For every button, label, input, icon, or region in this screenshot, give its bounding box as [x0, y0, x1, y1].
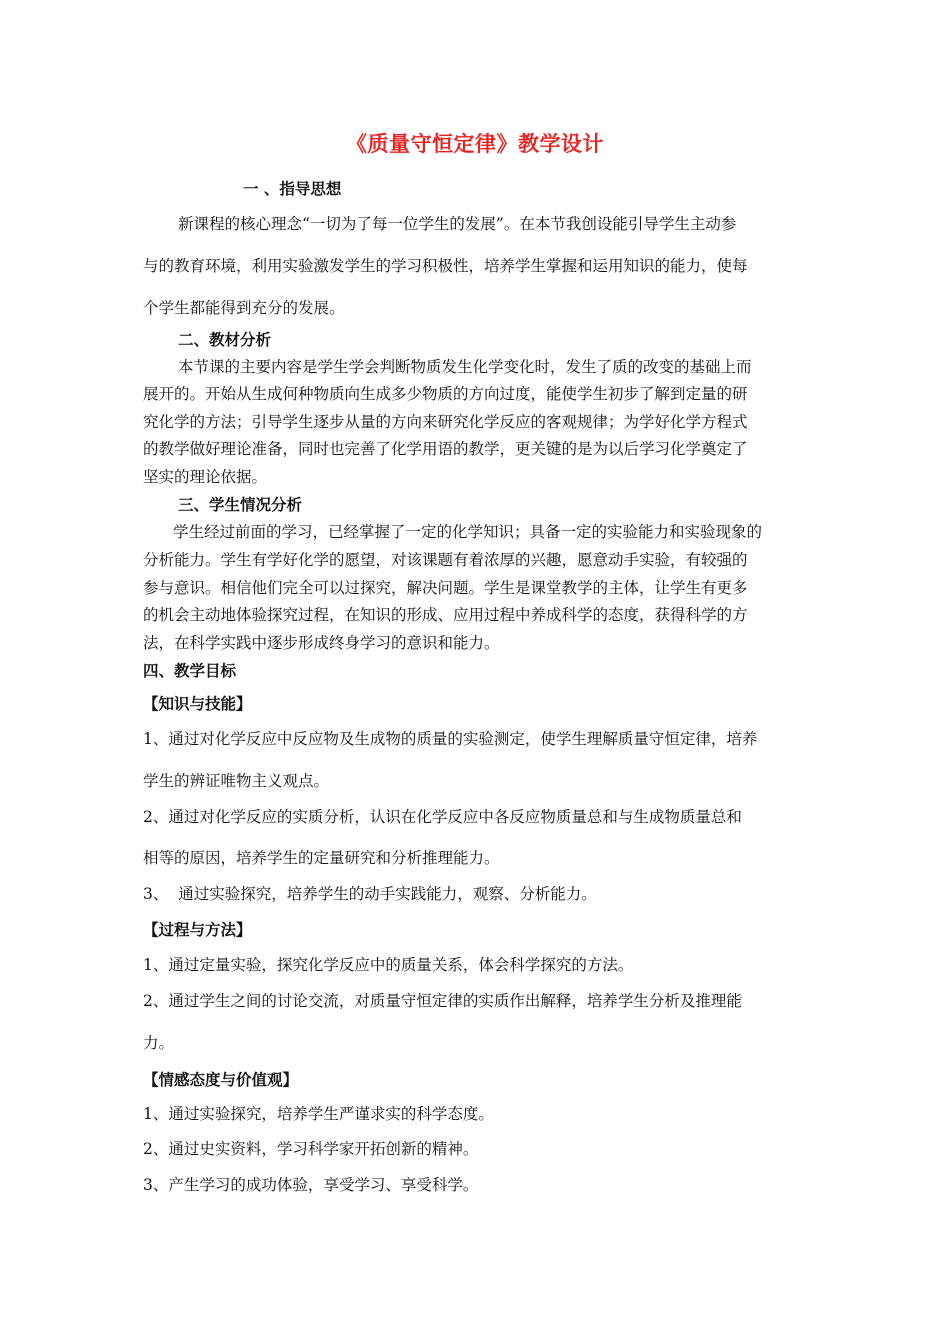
section3-line: 参与意识。相信他们完全可以过探究，解决问题。学生是课堂教学的主体，让学生有更多 — [143, 579, 748, 597]
knowledge-line: 相等的原因，培养学生的定量研究和分析推理能力。 — [143, 849, 500, 867]
emotion-line: 2、通过史实资料，学习科学家开拓创新的精神。 — [143, 1140, 479, 1158]
knowledge-line: 1、通过对化学反应中反应物及生成物的质量的实验测定，使学生理解质量守恒定律，培养 — [143, 730, 758, 748]
section1-line: 新课程的核心理念“一切为了每一位学生的发展”。在本节我创设能引导学生主动参 — [178, 215, 737, 233]
emotion-line: 1、通过实验探究，培养学生严谨求实的科学态度。 — [143, 1105, 494, 1123]
section1-line: 个学生都能得到充分的发展。 — [143, 299, 345, 317]
section2-line: 究化学的方法；引导学生逐步从量的方向来研究化学反应的客观规律；为学好化学方程式 — [143, 413, 748, 431]
knowledge-heading: 【知识与技能】 — [143, 695, 252, 713]
section3-line: 分析能力。学生有学好化学的愿望，对该课题有着浓厚的兴趣，愿意动手实验，有较强的 — [143, 551, 748, 569]
emotion-heading: 【情感态度与价值观】 — [143, 1071, 299, 1089]
section1-heading: 一 、指导思想 — [243, 180, 342, 198]
section2-line: 坚实的理论依据。 — [143, 468, 268, 486]
process-line: 1、通过定量实验，探究化学反应中的质量关系，体会科学探究的方法。 — [143, 956, 634, 974]
process-line: 力。 — [143, 1034, 175, 1052]
section1-line: 与的教育环境，利用实验激发学生的学习积极性，培养学生掌握和运用知识的能力，使每 — [143, 257, 748, 275]
section3-line: 学生经过前面的学习，已经掌握了一定的化学知识；具备一定的实验能力和实验现象的 — [173, 523, 763, 541]
process-heading: 【过程与方法】 — [143, 921, 252, 939]
knowledge-line: 学生的辨证唯物主义观点。 — [143, 772, 330, 790]
section2-line: 本节课的主要内容是学生学会判断物质发生化学变化时，发生了质的改变的基础上而 — [178, 358, 752, 376]
section2-line: 展开的。开始从生成何种物质向生成多少物质的方向过度，能使学生初步了解到定量的研 — [143, 385, 748, 403]
knowledge-line: 3、 通过实验探究，培养学生的动手实践能力，观察、分析能力。 — [143, 885, 597, 903]
section3-heading: 三、学生情况分析 — [178, 496, 303, 514]
section3-line: 法，在科学实践中逐步形成终身学习的意识和能力。 — [143, 634, 500, 652]
knowledge-line: 2、通过对化学反应的实质分析，认识在化学反应中各反应物质量总和与生成物质量总和 — [143, 808, 742, 826]
section4-heading: 四、教学目标 — [143, 662, 237, 680]
section2-line: 的教学做好理论准备，同时也完善了化学用语的教学，更关键的是为以后学习化学奠定了 — [143, 440, 748, 458]
document-title: 《质量守恒定律》教学设计 — [346, 132, 604, 156]
section3-line: 的机会主动地体验探究过程，在知识的形成、应用过程中养成科学的态度，获得科学的方 — [143, 606, 748, 624]
process-line: 2、通过学生之间的讨论交流，对质量守恒定律的实质作出解释，培养学生分析及推理能 — [143, 992, 742, 1010]
section2-heading: 二、教材分析 — [178, 331, 272, 349]
emotion-line: 3、产生学习的成功体验，享受学习、享受科学。 — [143, 1176, 479, 1194]
